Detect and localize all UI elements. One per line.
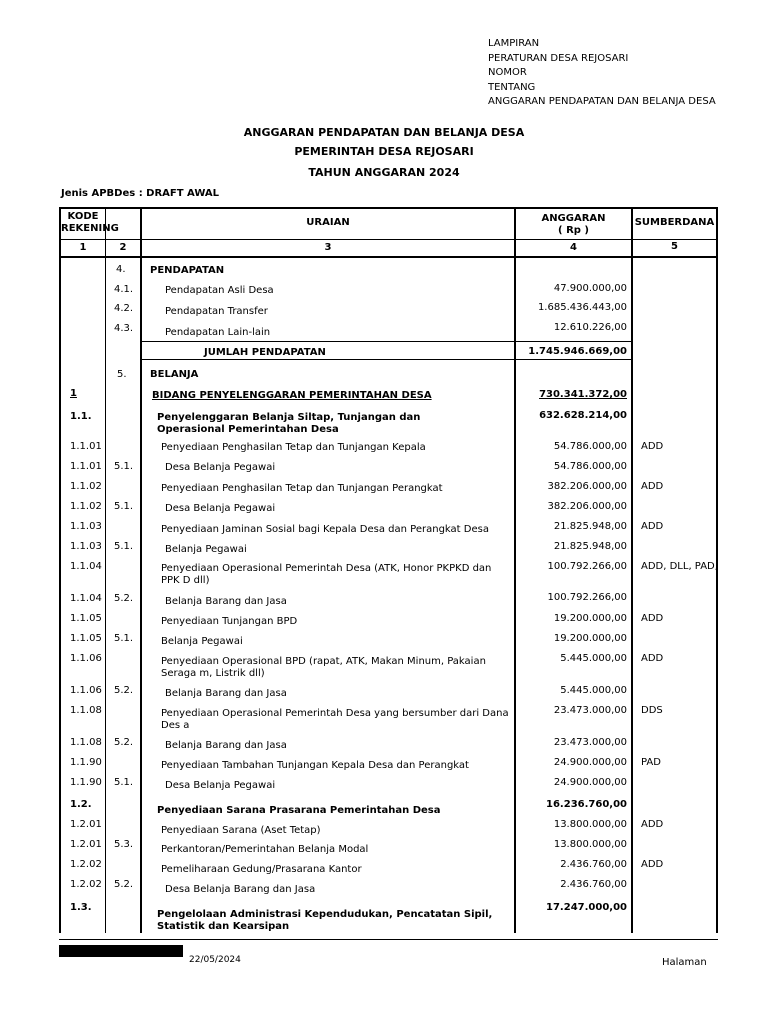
col-kode-header: KODE REKENING: [61, 211, 119, 234]
table-row-source: ADD: [641, 819, 664, 830]
table-row-code1: 1.2.01: [70, 819, 102, 830]
table-row-code1: 1.1.04: [70, 593, 102, 604]
table-row-code1: 1.1.01: [70, 441, 102, 452]
table-row-code1: 1.1.06: [70, 685, 102, 696]
table-row-code1: 1.2.01: [70, 839, 102, 850]
footer-halaman: Halaman: [662, 957, 707, 968]
table-row-amount: 1.685.436.443,00: [537, 302, 627, 313]
table-row-uraian: Penyediaan Penghasilan Tetap dan Tunjangan Perangkat: [161, 483, 443, 494]
table-row-code1: 1.1.08: [70, 737, 102, 748]
table-row-amount: 100.792.266,00: [547, 561, 627, 572]
col-num: 1: [79, 242, 87, 253]
table-row-code1: 1.1.90: [70, 757, 102, 768]
table-row-uraian: Desa Belanja Pegawai: [165, 503, 276, 514]
col-num: 2: [119, 242, 127, 253]
table-row-source: ADD: [641, 859, 664, 870]
table-row-amount: 19.200.000,00: [553, 633, 627, 644]
table-row-uraian: Belanja Barang dan Jasa: [165, 596, 287, 607]
table-row-code2: 4.1.: [114, 284, 134, 295]
table-row-amount: 54.786.000,00: [553, 461, 627, 472]
table-row-code1: 1.1.03: [70, 541, 102, 552]
table-row-code1: 1.1.08: [70, 705, 102, 716]
table-row-code2: 5.2.: [114, 737, 134, 748]
table-row-code2: 5.1.: [114, 541, 134, 552]
table-row-amount: 12.610.226,00: [553, 322, 627, 333]
table-row-amount: 47.900.000,00: [553, 283, 627, 294]
header-line: TENTANG: [488, 81, 536, 93]
table-row-uraian: Desa Belanja Pegawai: [165, 780, 276, 791]
table-row-code2: 5.1.: [114, 633, 134, 644]
table-row-uraian: Penyediaan Sarana Prasarana Pemerintahan Desa: [157, 805, 441, 816]
table-row-amount: 382.206.000,00: [547, 501, 627, 512]
header-line: ANGGARAN PENDAPATAN DAN BELANJA DESA: [488, 96, 716, 108]
table-row-uraian: Desa Belanja Pegawai: [165, 462, 276, 473]
table-row-amount: 5.445.000,00: [560, 685, 627, 696]
table-row-uraian: Penyediaan Tambahan Tunjangan Kepala Desa dan Perangkat: [161, 760, 469, 771]
table-row-uraian: PENDAPATAN: [150, 265, 225, 276]
table-row-code2: 4.: [116, 264, 126, 275]
table-row-amount: 100.792.266,00: [547, 592, 627, 603]
document-title: ANGGARAN PENDAPATAN DAN BELANJA DESA: [243, 126, 525, 139]
table-row-source: ADD: [641, 613, 664, 624]
table-row-amount: 5.445.000,00: [560, 653, 627, 664]
table-row-source: DDS: [641, 705, 663, 716]
footer-date: 22/05/2024: [189, 955, 241, 965]
table-row-code1: 1.1.04: [70, 561, 102, 572]
table-row-source: ADD: [641, 653, 664, 664]
table-row-amount: 13.800.000,00: [553, 819, 627, 830]
table-row-uraian: Perkantoran/Pemerintahan Belanja Modal: [161, 844, 369, 855]
table-row-amount: 632.628.214,00: [539, 410, 627, 421]
table-row-amount: 21.825.948,00: [553, 541, 627, 552]
table-row-code2: 5.2.: [114, 879, 134, 890]
table-row-code1: 1.1.05: [70, 633, 102, 644]
table-row-amount: 24.900.000,00: [553, 777, 627, 788]
header-line: PERATURAN DESA REJOSARI: [488, 52, 629, 64]
table-row-uraian: Penyediaan Operasional BPD (rapat, ATK, Makan Minum, Pakaian Seraga m, Listrik dll): [161, 656, 486, 679]
table-row-source: ADD: [641, 521, 664, 532]
col-anggaran-header: ANGGARAN ( Rp ): [541, 213, 606, 236]
table-row-uraian: JUMLAH PENDAPATAN: [204, 347, 326, 358]
table-row-code2: 4.2.: [114, 303, 134, 314]
table-row-code1: 1.1.01: [70, 461, 102, 472]
table-row-uraian: Pendapatan Transfer: [165, 306, 268, 317]
table-row-code2: 5.1.: [114, 777, 134, 788]
header-line: NOMOR: [488, 67, 527, 79]
table-row-source: ADD, DLL, PAD,: [641, 561, 718, 572]
table-row-amount: 17.247.000,00: [546, 902, 627, 913]
table-row-uraian: Pendapatan Asli Desa: [165, 285, 274, 296]
table-row-amount: 730.341.372,00: [539, 389, 627, 400]
table-row-code1: 1.2.02: [70, 859, 102, 870]
col-num: 3: [324, 242, 332, 253]
table-row-code2: 5.2.: [114, 685, 134, 696]
table-row-amount: 19.200.000,00: [553, 613, 627, 624]
table-row-amount: 2.436.760,00: [560, 859, 627, 870]
fiscal-year: TAHUN ANGGARAN 2024: [308, 166, 460, 179]
table-row-uraian: BIDANG PENYELENGGARAN PEMERINTAHAN DESA: [152, 390, 432, 401]
col-num: 4: [570, 242, 577, 253]
table-row-code1: 1.1.02: [70, 481, 102, 492]
table-row-amount: 21.825.948,00: [553, 521, 627, 532]
table-row-amount: 13.800.000,00: [553, 839, 627, 850]
table-row-code1: 1.1.02: [70, 501, 102, 512]
header-line: LAMPIRAN: [488, 38, 540, 49]
table-row-uraian: BELANJA: [150, 369, 199, 380]
table-row-uraian: Belanja Pegawai: [165, 544, 247, 555]
table-row-amount: 24.900.000,00: [553, 757, 627, 768]
table-row-code1: 1.1.90: [70, 777, 102, 788]
jenis-apbdes: Jenis APBDes : DRAFT AWAL: [61, 188, 220, 199]
table-row-amount: 2.436.760,00: [560, 879, 627, 890]
table-row-code1: 1.2.02: [70, 879, 102, 890]
table-row-amount: 23.473.000,00: [553, 705, 627, 716]
table-row-uraian: Belanja Barang dan Jasa: [165, 688, 287, 699]
table-row-uraian: Penyediaan Penghasilan Tetap dan Tunjangan Kepala: [161, 442, 426, 453]
table-row-amount: 1.745.946.669,00: [528, 346, 627, 357]
table-row-code2: 5.2.: [114, 593, 134, 604]
table-row-code1: 1.1.05: [70, 613, 102, 624]
table-row-uraian: Pengelolaan Administrasi Kependudukan, Pencatatan Sipil, Statistik dan Kearsipan: [157, 909, 493, 932]
table-row-uraian: Penyediaan Tunjangan BPD: [161, 616, 298, 627]
table-row-code1: 1: [70, 388, 77, 399]
table-row-uraian: Pemeliharaan Gedung/Prasarana Kantor: [161, 864, 362, 875]
table-row-code1: 1.2.: [70, 799, 92, 810]
table-row-amount: 16.236.760,00: [546, 799, 627, 810]
table-row-uraian: Belanja Pegawai: [161, 636, 243, 647]
table-row-uraian: Belanja Barang dan Jasa: [165, 740, 287, 751]
table-row-code2: 5.3.: [114, 839, 134, 850]
table-row-uraian: Penyediaan Sarana (Aset Tetap): [161, 825, 321, 836]
table-row-code1: 1.1.06: [70, 653, 102, 664]
table-row-code2: 5.: [117, 369, 127, 380]
table-row-uraian: Desa Belanja Barang dan Jasa: [165, 884, 316, 895]
table-row-uraian: Penyediaan Operasional Pemerintah Desa (ATK, Honor PKPKD dan PPK D dll): [161, 563, 492, 586]
table-row-amount: 23.473.000,00: [553, 737, 627, 748]
table-row-code2: 5.1.: [114, 461, 134, 472]
table-row-uraian: Penyediaan Operasional Pemerintah Desa yang bersumber dari Dana Des a: [161, 708, 509, 731]
table-row-amount: 54.786.000,00: [553, 441, 627, 452]
col-num: 5: [671, 241, 678, 252]
table-row-code2: 4.3.: [114, 323, 134, 334]
table-row-code1: 1.1.03: [70, 521, 102, 532]
document-subtitle: PEMERINTAH DESA REJOSARI: [294, 145, 474, 158]
redacted-bar: [59, 945, 183, 957]
table-row-uraian: Pendapatan Lain-lain: [165, 327, 271, 338]
table-row-source: ADD: [641, 481, 664, 492]
table-row-uraian: Penyediaan Jaminan Sosial bagi Kepala Desa dan Perangkat Desa: [161, 524, 489, 535]
table-row-source: PAD: [641, 757, 661, 768]
table-row-amount: 382.206.000,00: [547, 481, 627, 492]
col-uraian-header: URAIAN: [306, 217, 350, 228]
col-sumberdana-header: SUMBERDANA: [634, 217, 715, 228]
table-row-source: ADD: [641, 441, 664, 452]
lampiran-header: [488, 37, 716, 110]
table-row-uraian: Penyelenggaran Belanja Siltap, Tunjangan dan Operasional Pemerintahan Desa: [157, 412, 421, 435]
table-row-code1: 1.3.: [70, 902, 92, 913]
table-row-code2: 5.1.: [114, 501, 134, 512]
table-row-code1: 1.1.: [70, 411, 92, 422]
